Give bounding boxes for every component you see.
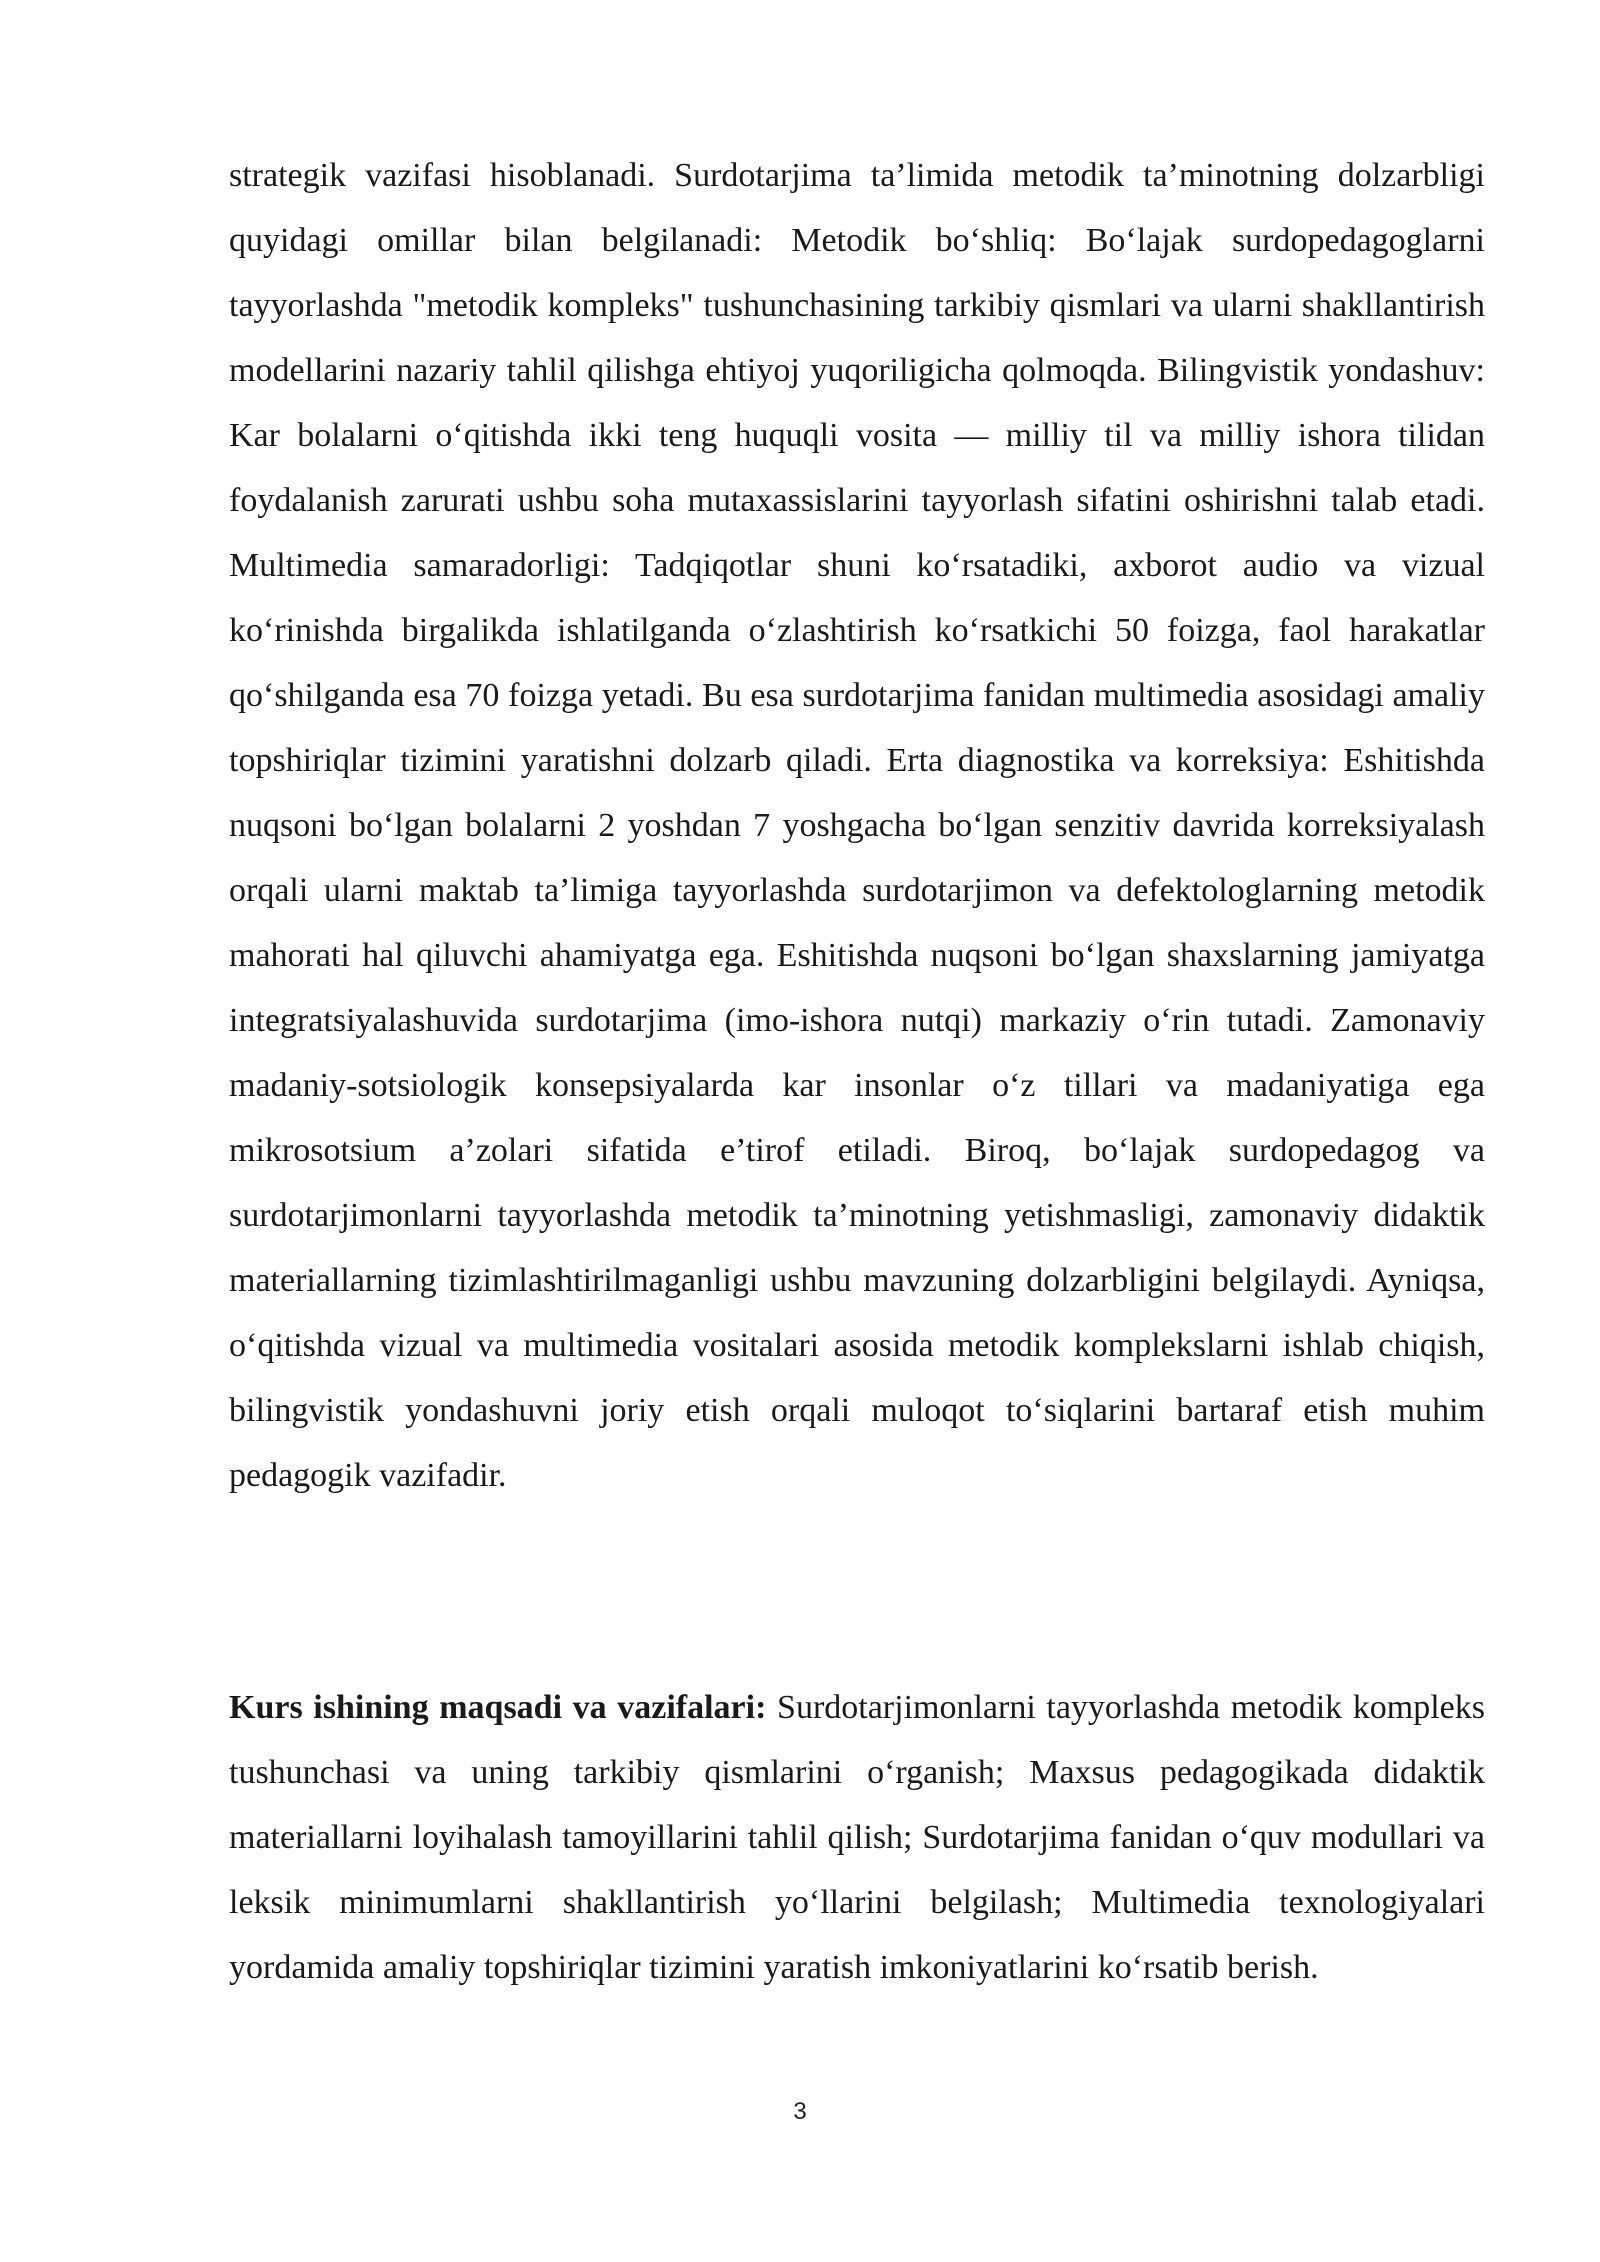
goals-paragraph xyxy=(229,1675,1485,2000)
goals-text: Surdotarjimonlarni tayyorlashda metodik kompleks tushunchasi va uning tarkibiy qismlarini o‘rganish; Maxsus pedagogikada didaktik materiallarni loyihalash tamoyillarini tahlil qilish; Surdotarjima fanidan o‘quv modullari va leksik minimumlarni shakllantirish yo‘llarini belgilash; Multimedia texnologiyalari yordamida amaliy topshiriqlar tizimini yaratish imkoniyatlarini ko‘rsatib berish. xyxy=(229,1689,1485,1986)
goals-heading: Kurs ishining maqsadi va vazifalari: xyxy=(229,1689,767,1726)
body-paragraph: strategik vazifasi hisoblanadi. Surdotarjima ta’limida metodik ta’minotning dolzarbligi quyidagi omillar bilan belgilanadi: Metodik bo‘shliq: Bo‘lajak surdopedagoglarni tayyorlashda "metodik kompleks" tushunchasining tarkibiy qismlari va ularni shakllantirish modellarini nazariy tahlil qilishga ehtiyoj yuqoriligicha qolmoqda. Bilingvistik yondashuv: Kar bolalarni o‘qitishda ikki teng huquqli vosita — milliy til va milliy ishora tilidan foydalanish zarurati ushbu soha mutaxassislarini tayyorlash sifatini oshirishni talab etadi. Multimedia samaradorligi: Tadqiqotlar shuni ko‘rsatadiki, axborot audio va vizual ko‘rinishda birgalikda ishlatilganda o‘zlashtirish ko‘rsatkichi 50 foizga, faol harakatlar qo‘shilganda esa 70 foizga yetadi. Bu esa surdotarjima fanidan multimedia asosidagi amaliy topshiriqlar tizimini yaratishni dolzarb qiladi. Erta diagnostika va korreksiya: Eshitishda nuqsoni bo‘lgan bolalarni 2 yoshdan 7 yoshgacha bo‘lgan senzitiv davrida korreksiyalash orqali ularni maktab ta’limiga tayyorlashda surdotarjimon va defektologlarning metodik mahorati hal qiluvchi ahamiyatga ega. Eshitishda nuqsoni bo‘lgan shaxslarning jamiyatga integratsiyalashuvida surdotarjima (imo-ishora nutqi) markaziy o‘rin tutadi. Zamonaviy madaniy-sotsiologik konsepsiyalarda kar insonlar o‘z tillari va madaniyatiga ega mikrosotsium a’zolari sifatida e’tirof etiladi. Biroq, bo‘lajak surdopedagog va surdotarjimonlarni tayyorlashda metodik ta’minotning yetishmasligi, zamonaviy didaktik materiallarning tizimlashtirilmaganligi ushbu mavzuning dolzarbligini belgilaydi. Ayniqsa, o‘qitishda vizual va multimedia vositalari asosida metodik komplekslarni ishlab chiqish, bilingvistik yondashuvni joriy etish orqali muloqot to‘siqlarini bartaraf etish muhim pedagogik vazifadir. xyxy=(229,157,1485,1494)
page-number: 3 xyxy=(793,2098,807,2125)
